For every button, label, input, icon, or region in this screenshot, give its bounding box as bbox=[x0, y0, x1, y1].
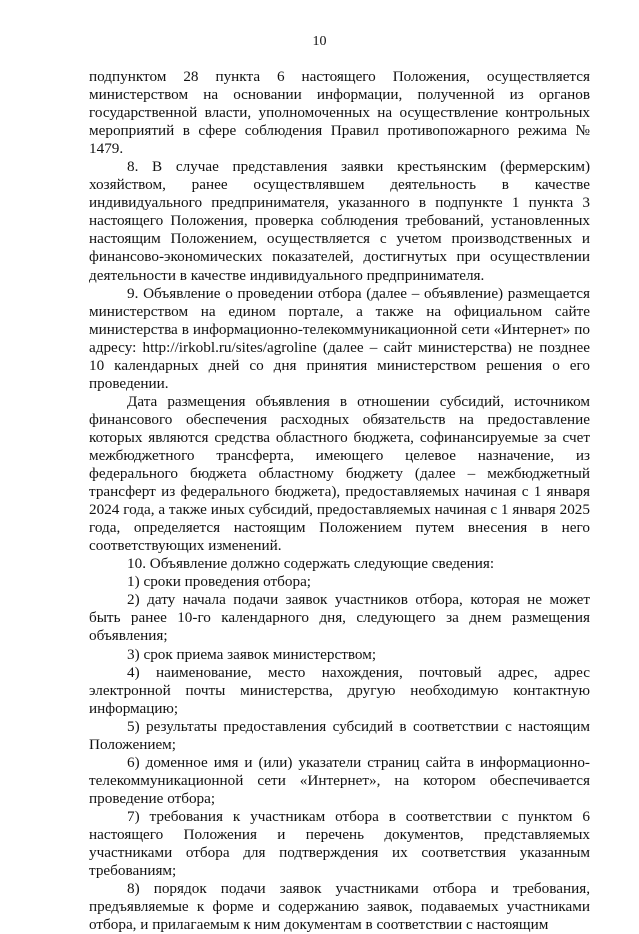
list-item-10-3: 3) срок приема заявок министерством; bbox=[127, 645, 377, 663]
paragraph-item-9-date: Дата размещения объявления в отношении субсидий, источником финансового обеспечения расходных обязательств на предоставление которых являются средства областного бюджета, софинансируемые за счет межбюджетного трансферта, имеющего целевое назначение, из федерального бюджета областному бюджету (далее – межбюджетный трансферт из федерального бюджета), предоставляемых начиная с 1 января 2024 года, а также иных субсидий, предоставляемых начиная с 1 января 2025 года, определяется настоящим Положением путем внесения в него соответствующих изменений. bbox=[89, 392, 590, 555]
paragraph-continuation: подпунктом 28 пункта 6 настоящего Положения, осуществляется министерством на основании информации, полученной из органов государственной власти, уполномоченных на осуществление контрольных мероприятий в сфере соблюдения Правил противопожарного режима № 1479. bbox=[89, 68, 590, 158]
document-body bbox=[89, 68, 590, 934]
list-item-10-1: 1) сроки проведения отбора; bbox=[127, 573, 312, 591]
paragraph-item-10: 10. Объявление должно содержать следующие сведения: bbox=[127, 555, 495, 573]
list-item-10-7: 7) требования к участникам отбора в соответствии с пунктом 6 настоящего Положения и перечень документов, представляемых участниками отбора для подтверждения их соответствия указанным требованиям; bbox=[89, 807, 590, 880]
list-item-10-2: 2) дату начала подачи заявок участников отбора, которая не может быть ранее 10-го календарного дня, следующего за днем размещения объявления; bbox=[89, 591, 590, 645]
list-item-10-5: 5) результаты предоставления субсидий в соответствии с настоящим Положением; bbox=[89, 717, 590, 753]
paragraph-item-9: 9. Объявление о проведении отбора (далее – объявление) размещается министерством на едином портале, а также на официальном сайте министерства в информационно-телекоммуникационной сети «Интернет» по адресу: http://irkobl.ru/sites/agroline (далее – сайт министерства) не позднее 10 календарных дней со дня принятия министерством решения о его проведении. bbox=[89, 284, 590, 392]
list-item-10-4: 4) наименование, место нахождения, почтовый адрес, адрес электронной почты министерства, другую необходимую контактную информацию; bbox=[89, 663, 590, 717]
paragraph-item-8: 8. В случае представления заявки крестьянским (фермерским) хозяйством, ранее осуществлявшем деятельность в качестве индивидуального предпринимателя, указанного в подпункте 1 пункта 3 настоящего Положения, проверка соблюдения требований, установленных настоящим Положением, осуществляется с учетом производственных и финансово-экономических показателей, достигнутых при осуществлении деятельности в качестве индивидуального предпринимателя. bbox=[89, 158, 590, 284]
list-item-10-6: 6) доменное имя и (или) указатели страниц сайта в информационно-телекоммуникационной сети «Интернет», на котором обеспечивается проведение отбора; bbox=[89, 753, 590, 807]
list-item-10-8: 8) порядок подачи заявок участниками отбора и требования, предъявляемые к форме и содержанию заявок, подаваемых участниками отбора, и прилагаемым к ним документам в соответствии с настоящим bbox=[89, 880, 590, 934]
page-number: 10 bbox=[312, 34, 327, 49]
